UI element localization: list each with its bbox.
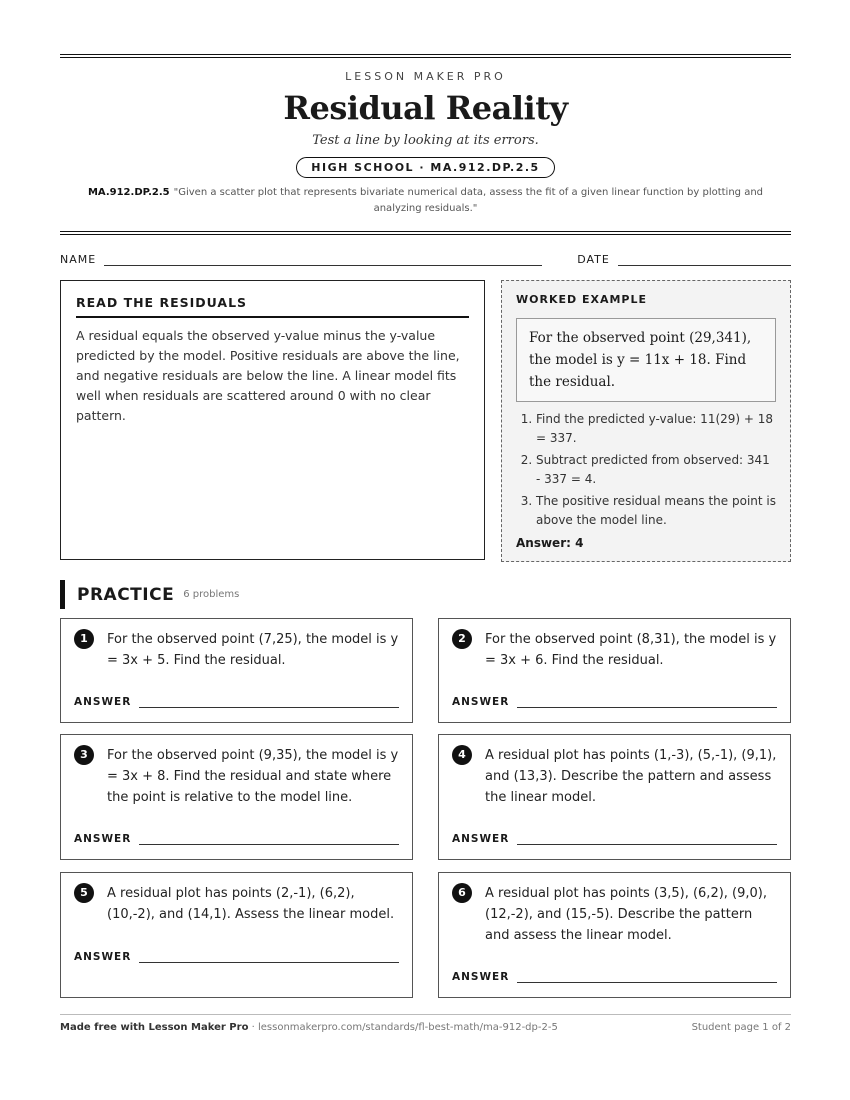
worked-steps	[516, 410, 776, 530]
practice-heading: PRACTICE	[77, 584, 175, 605]
problem-text: A residual plot has points (3,5), (6,2), (9,0), (12,-2), and (15,-5). Describe the pattern and assess the linear model.	[485, 886, 768, 943]
standard-code: MA.912.DP.2.5	[87, 187, 170, 198]
problem-number: 1	[74, 629, 94, 649]
worked-example-box	[501, 280, 791, 562]
problem-card-5	[60, 872, 413, 998]
answer-label: ANSWER	[74, 951, 132, 963]
problem-number: 2	[452, 629, 472, 649]
page-title: Residual Reality	[283, 89, 568, 127]
brand-name: LESSON MAKER PRO	[345, 70, 506, 83]
answer-label: ANSWER	[74, 696, 132, 708]
footer-url: · lessonmakerpro.com/standards/fl-best-math/ma-912-dp-2-5	[248, 1022, 558, 1033]
problem-card-3	[60, 734, 413, 860]
grade-badge: HIGH SCHOOL · MA.912.DP.2.5	[296, 157, 554, 178]
footer-made: Made free with Lesson Maker Pro	[60, 1022, 249, 1033]
footer-page-number: Student page 1 of 2	[691, 1022, 791, 1033]
worked-step: 2. Subtract predicted from observed: 341 - 337 = 4.	[536, 451, 776, 489]
answer-field[interactable]	[139, 836, 399, 845]
footer-credit	[60, 1022, 558, 1033]
answer-field[interactable]	[139, 699, 399, 708]
read-the-residuals-box	[60, 280, 485, 560]
intro-boxes	[60, 280, 791, 562]
standard-description	[60, 185, 791, 217]
worked-answer: Answer: 4	[516, 536, 584, 550]
problem-card-2	[438, 618, 791, 723]
date-field[interactable]	[618, 253, 791, 266]
worked-question: For the observed point (29,341), the model is y = 11x + 18. Find the residual.	[516, 318, 776, 402]
problem-card-6	[438, 872, 791, 998]
read-body: A residual equals the observed y-value minus the y-value predicted by the model. Positive residuals are above the line, and negative residuals are below the line. A linear model fits well when residuals are scattered around 0 with no clear pattern.	[76, 328, 460, 423]
problem-text: For the observed point (7,25), the model is y = 3x + 5. Find the residual.	[107, 632, 399, 668]
read-heading: READ THE RESIDUALS	[76, 295, 469, 318]
problem-card-4	[438, 734, 791, 860]
worked-heading: WORKED EXAMPLE	[516, 293, 647, 306]
answer-label: ANSWER	[452, 696, 510, 708]
answer-field[interactable]	[517, 836, 777, 845]
name-date-row	[60, 253, 791, 266]
worksheet-page	[60, 54, 791, 983]
problem-text: For the observed point (8,31), the model is y = 3x + 6. Find the residual.	[485, 632, 777, 668]
answer-field[interactable]	[517, 699, 777, 708]
answer-label: ANSWER	[452, 971, 510, 983]
problem-text: A residual plot has points (2,-1), (6,2), (10,-2), and (14,1). Assess the linear model.	[107, 886, 395, 922]
header-top-rule	[60, 54, 791, 58]
answer-label: ANSWER	[74, 833, 132, 845]
name-label: NAME	[60, 253, 97, 266]
answer-field[interactable]	[517, 974, 777, 983]
problem-text: A residual plot has points (1,-3), (5,-1), (9,1), and (13,3). Describe the pattern and assess the linear model.	[485, 748, 777, 805]
problem-number: 4	[452, 745, 472, 765]
answer-label: ANSWER	[452, 833, 510, 845]
page-subtitle: Test a line by looking at its errors.	[312, 133, 539, 148]
answer-field[interactable]	[139, 954, 399, 963]
problem-number: 6	[452, 883, 472, 903]
header-bottom-rule	[60, 231, 791, 235]
worked-step: 3. The positive residual means the point is above the model line.	[536, 492, 776, 530]
problem-number: 5	[74, 883, 94, 903]
practice-header	[60, 580, 791, 609]
problem-count: 6 problems	[183, 589, 240, 600]
worked-step: 1. Find the predicted y-value: 11(29) + 18 = 337.	[536, 410, 776, 448]
problem-number: 3	[74, 745, 94, 765]
problem-text: For the observed point (9,35), the model is y = 3x + 8. Find the residual and state where the point is relative to the model line.	[107, 748, 399, 805]
standard-text: "Given a scatter plot that represents bivariate numerical data, assess the fit of a given linear function by plotting and analyzing residuals."	[173, 187, 764, 214]
page-footer	[60, 1014, 791, 1033]
problem-card-1	[60, 618, 413, 723]
date-label: DATE	[577, 253, 610, 266]
name-field[interactable]	[104, 253, 542, 266]
